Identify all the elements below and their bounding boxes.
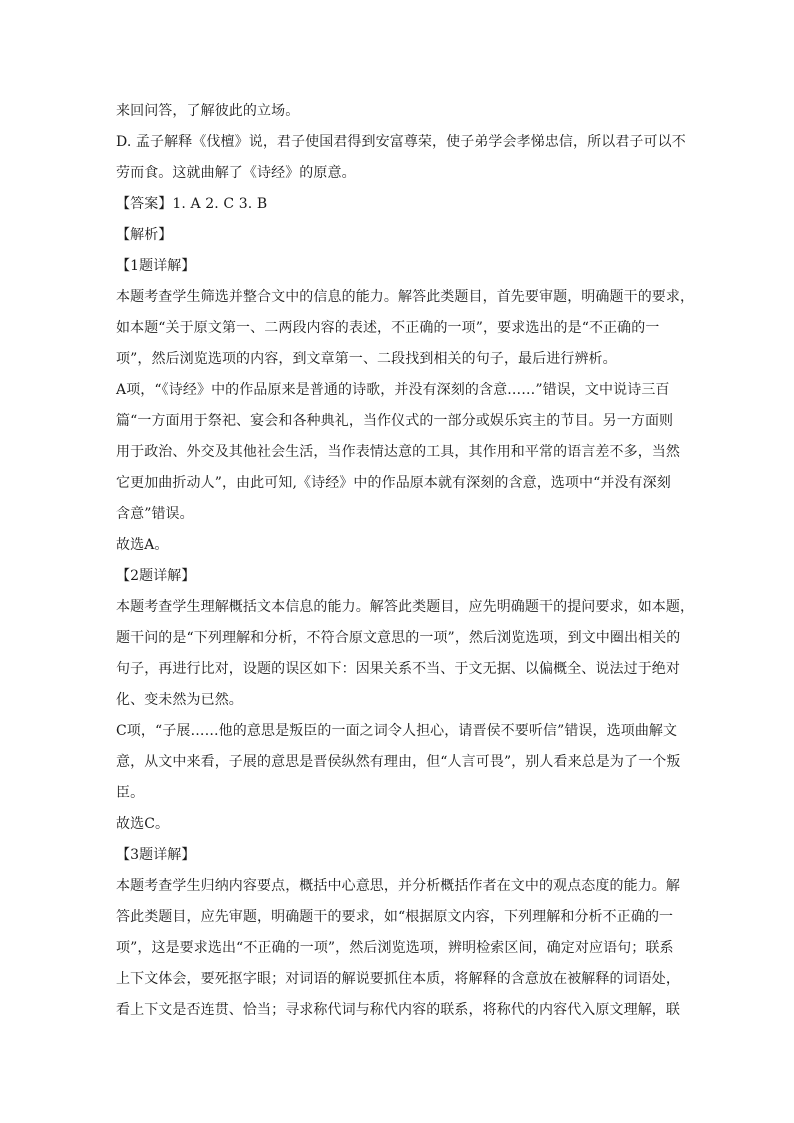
text-line: A项，“《诗经》中的作品原来是普通的诗歌，并没有深刻的含意……”错误，文中说诗三百 <box>116 382 670 398</box>
document-body <box>116 96 695 1026</box>
text-line: 用于政治、外交及其他社会生活，当作表情达意的工具，其作用和平常的语言差不多，当然 <box>116 444 680 460</box>
choice-line: 故选A。 <box>116 537 169 553</box>
text-line: 本题考查学生筛选并整合文中的信息的能力。解答此类题目，首先要审题，明确题干的要求， <box>116 289 695 305</box>
q1-detail-heading: 【1题详解】 <box>116 258 196 274</box>
analysis-heading: 【解析】 <box>116 227 173 243</box>
text-line: 篇“一方面用于祭祀、宴会和各种典礼，当作仪式的一部分或娱乐宾主的节目。另一方面则 <box>116 413 674 429</box>
text-line: 项”，然后浏览选项的内容，到文章第一、二段找到相关的句子，最后进行辨析。 <box>116 351 617 367</box>
option-d-line: D. 孟子解释《伐檀》说，君子使国君得到安富尊荣，使子弟学会孝悌忠信，所以君子可以不 <box>116 134 686 150</box>
text-line: 来回问答，了解彼此的立场。 <box>116 103 300 119</box>
text-line: 项”，这是要求选出“不正确的一项”，然后浏览选项，辨明检索区间，确定对应语句；联系 <box>116 940 674 956</box>
text-line: 本题考查学生理解概括文本信息的能力。解答此类题目，应先明确题干的提问要求，如本题， <box>116 599 695 615</box>
q2-detail-heading: 【2题详解】 <box>116 568 196 584</box>
text-line: 题干问的是“下列理解和分析，不符合原文意思的一项”，然后浏览选项，到文中圈出相关的 <box>116 630 681 646</box>
text-line: 臣。 <box>116 785 145 801</box>
text-line: 劳而食。这就曲解了《诗经》的原意。 <box>116 165 356 181</box>
text-line: 答此类题目，应先审题，明确题干的要求，如“根据原文内容，下列理解和分析不正确的一 <box>116 909 674 925</box>
text-line: 看上下文是否连贯、恰当；寻求称代词与称代内容的联系，将称代的内容代入原文理解，联 <box>116 1002 680 1018</box>
text-line: 含意”错误。 <box>116 506 194 522</box>
text-line: 本题考查学生归纳内容要点，概括中心意思，并分析概括作者在文中的观点态度的能力。解 <box>116 878 680 894</box>
text-line: 它更加曲折动人”，由此可知,《诗经》中的作品原本就有深刻的含意，选项中“并没有深刻 <box>116 475 671 491</box>
choice-line: 故选C。 <box>116 816 170 832</box>
answer-line: 【答案】1. A 2. C 3. B <box>116 196 268 212</box>
text-line: 意，从文中来看，子展的意思是晋侯纵然有理由，但“人言可畏”，别人看来总是为了一个叛 <box>116 754 681 770</box>
text-line: 化、变未然为已然。 <box>116 692 243 708</box>
text-line: 句子，再进行比对，设题的误区如下：因果关系不当、于文无据、以偏概全、说法过于绝对 <box>116 661 680 677</box>
q3-detail-heading: 【3题详解】 <box>116 847 196 863</box>
text-line: 如本题“关于原文第一、二两段内容的表述，不正确的一项”，要求选出的是“不正确的一 <box>116 320 660 336</box>
text-line: 上下文体会，要死抠字眼；对词语的解说要抓住本质，将解释的含意放在被解释的词语处， <box>116 971 680 987</box>
text-line: C项，“子展……他的意思是叛臣的一面之词令人担心，请晋侯不要听信”错误，选项曲解文 <box>116 723 678 739</box>
